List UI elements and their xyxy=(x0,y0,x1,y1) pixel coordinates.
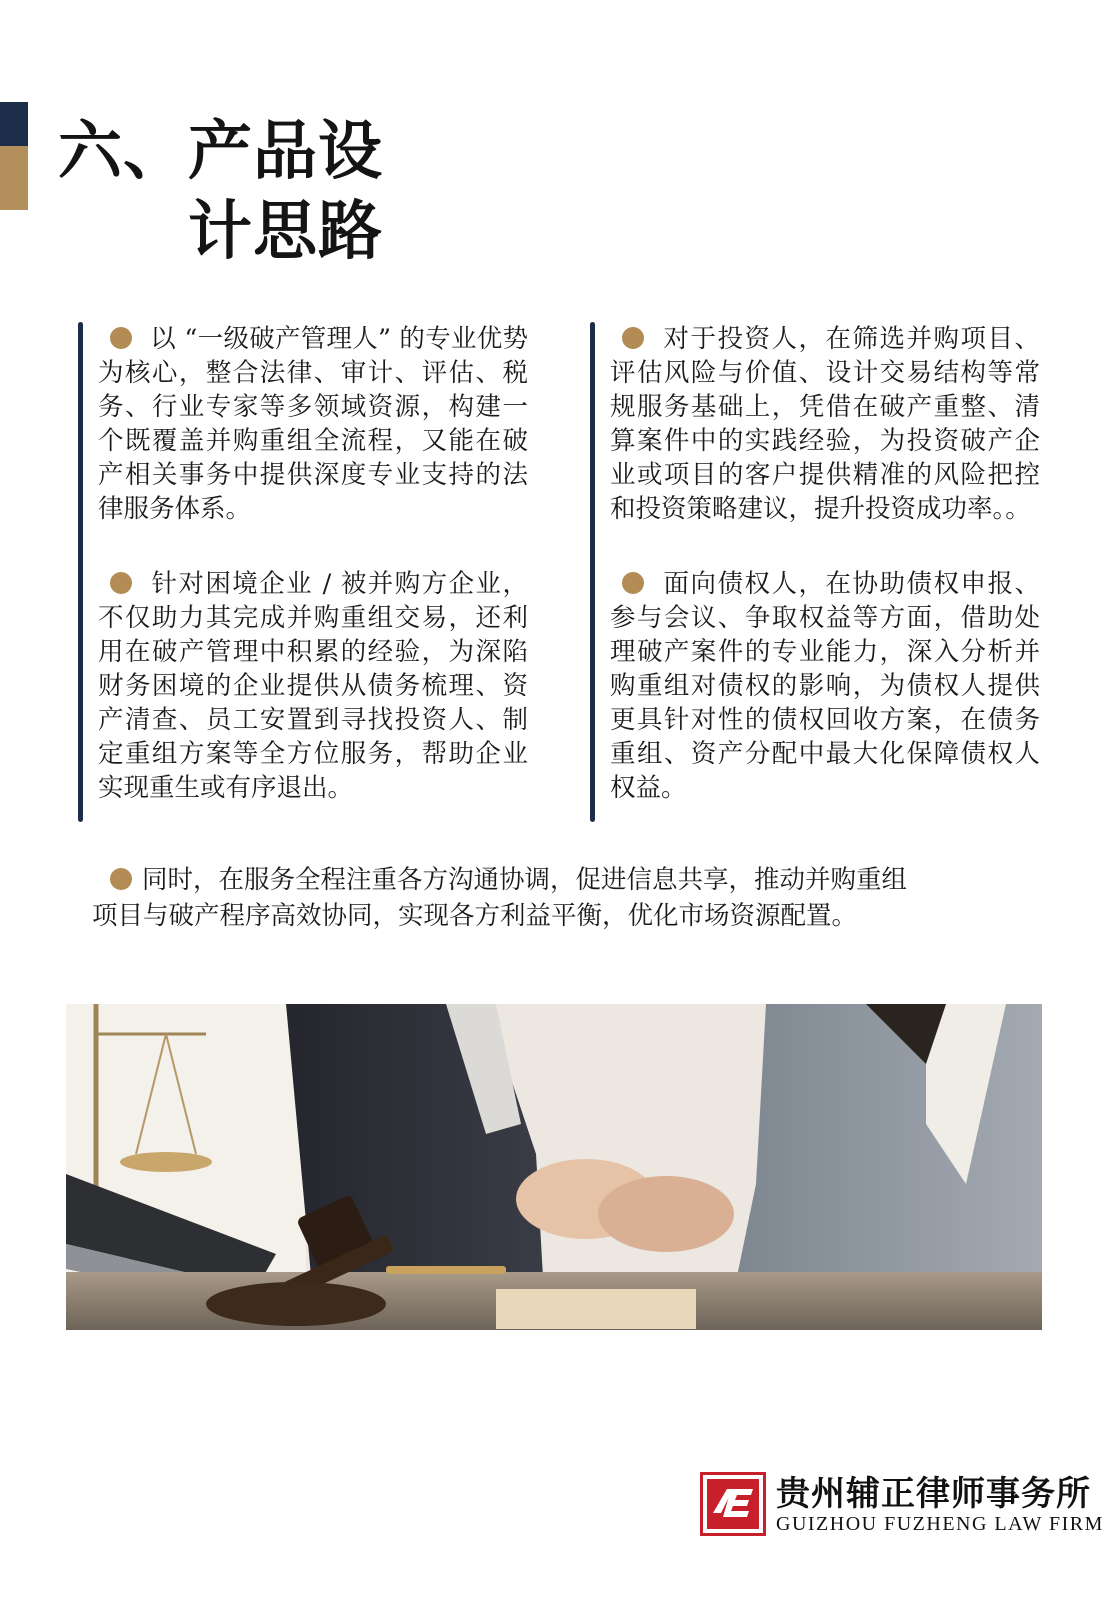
bullet-text: 面向债权人，在协助债权申报、参与会议、争取权益等方面，借助处理破产案件的专业能力，深入分析并购重组对债权的影响，为债权人提供更具针对性的债权回收方案，在债务重组、资产分配中最大化保障债权人权益。 xyxy=(610,569,1040,803)
bullet-dot-icon xyxy=(622,572,644,594)
bullet-paragraph xyxy=(98,322,528,526)
right-column-rule xyxy=(590,322,595,822)
summary-line1: 同时，在服务全程注重各方沟通协调，促进信息共享，推动并购重组 xyxy=(142,865,908,895)
bullet-dot-icon xyxy=(110,327,132,349)
bullet-dot-icon xyxy=(110,572,132,594)
left-column xyxy=(78,322,528,822)
firm-name-chinese: 贵州辅正律师事务所 xyxy=(776,1474,1091,1514)
firm-logo xyxy=(700,1472,766,1536)
right-column xyxy=(590,322,1040,822)
left-column-rule xyxy=(78,322,83,822)
section-title-line2: 计思路 xyxy=(188,195,383,269)
bullet-text: 对于投资人，在筛选并购项目、评估风险与价值、设计交易结构等常规服务基础上，凭借在破产重整、清算案件中的实践经验，为投资破产企业或项目的客户提供精准的风险把控和投资策略建议，提升投资成功率。。 xyxy=(610,324,1040,524)
bullet-paragraph xyxy=(610,567,1040,805)
section-title xyxy=(58,112,383,272)
bullet-dot-icon xyxy=(622,327,644,349)
summary-line2: 项目与破产程序高效协同，实现各方利益平衡，优化市场资源配置。 xyxy=(92,901,858,931)
bullet-paragraph xyxy=(610,322,1040,526)
lawyer-meeting-photo xyxy=(66,1004,1042,1330)
summary-paragraph xyxy=(92,862,1002,934)
bullet-text: 针对困境企业 / 被并购方企业，不仅助力其完成并购重组交易，还利用在破产管理中积累的经验，为深陷财务困境的企业提供从债务梳理、资产清查、员工安置到寻找投资人、制定重组方案等全方位服务，帮助企业实现重生或有序退出。 xyxy=(98,569,528,803)
bullet-text: 以 “一级破产管理人” 的专业优势为核心，整合法律、审计、评估、税务、行业专家等多领域资源，构建一个既覆盖并购重组全流程，又能在破产相关事务中提供深度专业支持的法律服务体系。 xyxy=(98,324,528,524)
firm-name-english: GUIZHOU FUZHENG LAW FIRM xyxy=(776,1513,1104,1535)
section-title-line1: 六、产品设 xyxy=(58,115,383,189)
bullet-paragraph xyxy=(98,567,528,805)
accent-bar-navy xyxy=(0,102,28,146)
bullet-dot-icon xyxy=(110,868,132,890)
accent-bar-gold xyxy=(0,146,28,210)
